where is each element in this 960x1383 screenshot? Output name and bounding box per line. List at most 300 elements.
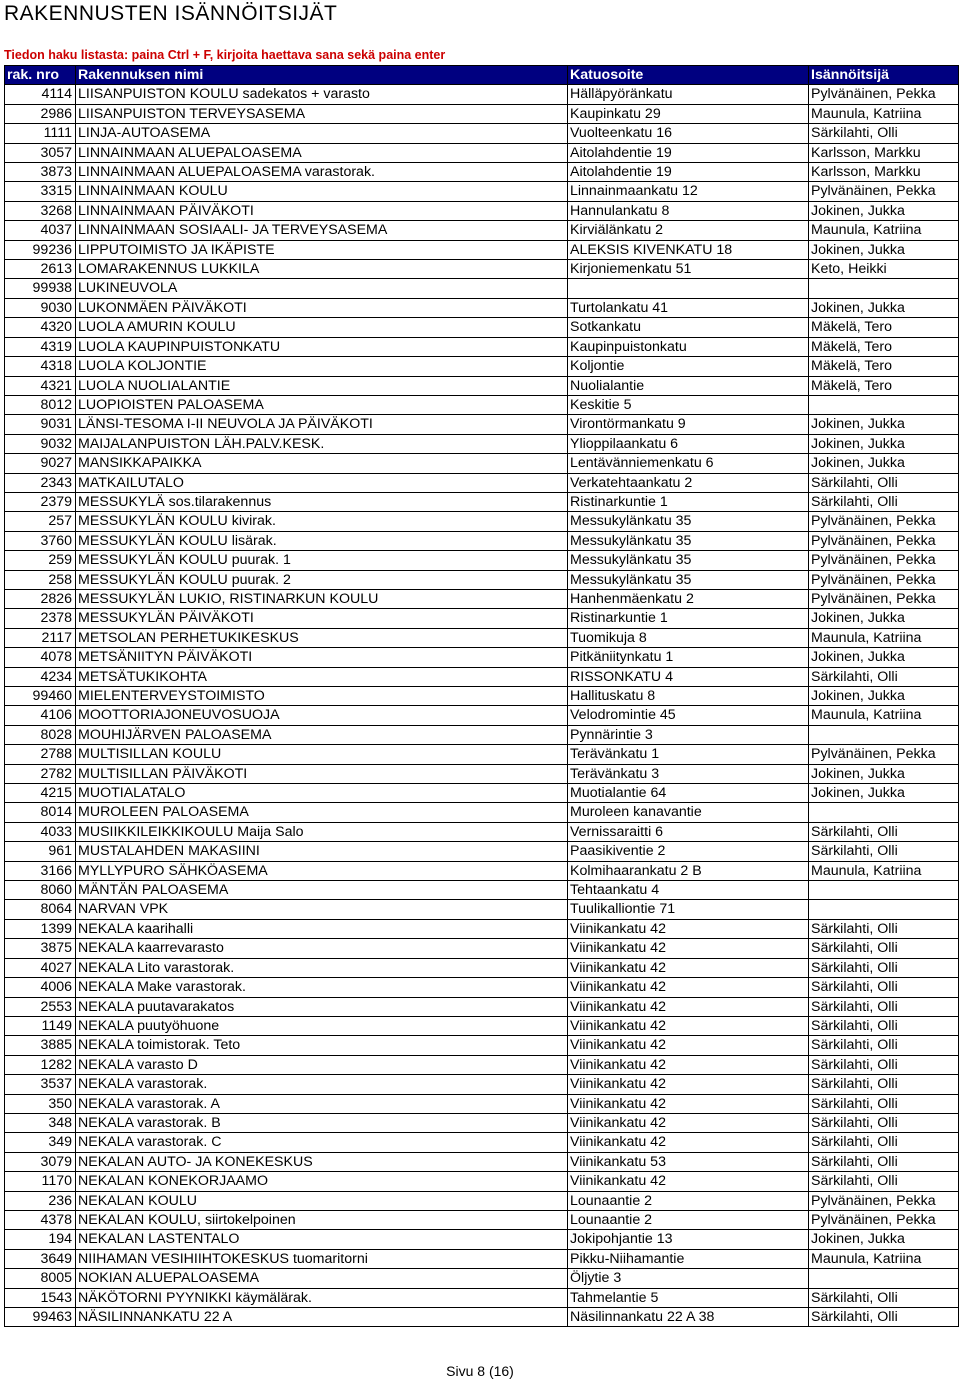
column-header-manager: Isännöitsijä: [809, 66, 959, 85]
table-row: [5, 454, 959, 473]
manager-cell: Mäkelä, Tero: [809, 318, 959, 337]
building-name-cell: MUSIIKKILEIKKIKOULU Maija Salo: [76, 822, 568, 841]
building-number-cell: 4006: [5, 978, 76, 997]
building-name-cell: NEKALA toimistorak. Teto: [76, 1036, 568, 1055]
building-name-cell: NÄKÖTORNI PYYNIKKI käymälärak.: [76, 1288, 568, 1307]
table-row: [5, 861, 959, 880]
building-number-cell: 99463: [5, 1308, 76, 1327]
table-row: [5, 628, 959, 647]
building-name-cell: NEKALAN KONEKORJAAMO: [76, 1172, 568, 1191]
building-name-cell: MAIJALANPUISTON LÄH.PALV.KESK.: [76, 434, 568, 453]
manager-cell: Särkilahti, Olli: [809, 1113, 959, 1132]
building-number-cell: 9031: [5, 415, 76, 434]
table-row: [5, 1230, 959, 1249]
building-number-cell: 4037: [5, 221, 76, 240]
manager-cell: Mäkelä, Tero: [809, 357, 959, 376]
street-address-cell: Viinikankatu 42: [568, 1075, 809, 1094]
building-name-cell: NEKALA varasto D: [76, 1055, 568, 1074]
street-address-cell: Viinikankatu 42: [568, 958, 809, 977]
street-address-cell: Sotkankatu: [568, 318, 809, 337]
table-row: [5, 1191, 959, 1210]
table-row: [5, 104, 959, 123]
building-number-cell: 4319: [5, 337, 76, 356]
building-number-cell: 350: [5, 1094, 76, 1113]
table-row: [5, 958, 959, 977]
table-row: [5, 803, 959, 822]
street-address-cell: Kirviälänkatu 2: [568, 221, 809, 240]
manager-cell: Särkilahti, Olli: [809, 1133, 959, 1152]
building-name-cell: MUROLEEN PALOASEMA: [76, 803, 568, 822]
table-row: [5, 745, 959, 764]
manager-cell: [809, 279, 959, 298]
building-number-cell: 2826: [5, 589, 76, 608]
manager-cell: Pylvänäinen, Pekka: [809, 182, 959, 201]
building-number-cell: 4033: [5, 822, 76, 841]
table-row: [5, 124, 959, 143]
table-row: [5, 1210, 959, 1229]
street-address-cell: Hannulankatu 8: [568, 201, 809, 220]
street-address-cell: Tuomikuja 8: [568, 628, 809, 647]
building-number-cell: 2613: [5, 260, 76, 279]
manager-cell: Särkilahti, Olli: [809, 1094, 959, 1113]
manager-cell: Särkilahti, Olli: [809, 939, 959, 958]
building-number-cell: 4378: [5, 1210, 76, 1229]
table-row: [5, 1152, 959, 1171]
table-row: [5, 298, 959, 317]
street-address-cell: Koljontie: [568, 357, 809, 376]
street-address-cell: Verkatehtaankatu 2: [568, 473, 809, 492]
street-address-cell: Turtolankatu 41: [568, 298, 809, 317]
column-header-building-number: rak. nro: [5, 66, 76, 85]
table-row: [5, 260, 959, 279]
manager-cell: Mäkelä, Tero: [809, 376, 959, 395]
building-number-cell: 3873: [5, 163, 76, 182]
document-title: RAKENNUSTEN ISÄNNÖITSIJÄT: [4, 2, 338, 25]
table-row: [5, 492, 959, 511]
building-name-cell: LUOLA KOLJONTIE: [76, 357, 568, 376]
street-address-cell: Muotialantie 64: [568, 784, 809, 803]
street-address-cell: Tuulikalliontie 71: [568, 900, 809, 919]
street-address-cell: Viinikankatu 42: [568, 1133, 809, 1152]
building-name-cell: LINJA-AUTOASEMA: [76, 124, 568, 143]
manager-cell: Pylvänäinen, Pekka: [809, 551, 959, 570]
manager-cell: [809, 395, 959, 414]
page-number: Sivu 8 (16): [446, 1363, 514, 1379]
building-number-cell: 8028: [5, 725, 76, 744]
building-number-cell: 3649: [5, 1249, 76, 1268]
building-number-cell: 4027: [5, 958, 76, 977]
table-row: [5, 706, 959, 725]
building-number-cell: 2986: [5, 104, 76, 123]
building-number-cell: 257: [5, 512, 76, 531]
building-number-cell: 8064: [5, 900, 76, 919]
building-name-cell: NÄSILINNANKATU 22 A: [76, 1308, 568, 1327]
building-name-cell: NEKALAN AUTO- JA KONEKESKUS: [76, 1152, 568, 1171]
table-row: [5, 842, 959, 861]
building-number-cell: 9032: [5, 434, 76, 453]
street-address-cell: Hallituskatu 8: [568, 687, 809, 706]
manager-cell: [809, 725, 959, 744]
street-address-cell: Öljytie 3: [568, 1269, 809, 1288]
building-name-cell: MULTISILLAN PÄIVÄKOTI: [76, 764, 568, 783]
table-row: [5, 1055, 959, 1074]
building-number-cell: 3875: [5, 939, 76, 958]
street-address-cell: Ylioppilaankatu 6: [568, 434, 809, 453]
manager-cell: Jokinen, Jukka: [809, 298, 959, 317]
manager-cell: Jokinen, Jukka: [809, 434, 959, 453]
building-name-cell: MESSUKYLÄN KOULU lisärak.: [76, 531, 568, 550]
street-address-cell: Nuolialantie: [568, 376, 809, 395]
table-row: [5, 609, 959, 628]
manager-cell: Jokinen, Jukka: [809, 415, 959, 434]
building-name-cell: NEKALA Lito varastorak.: [76, 958, 568, 977]
buildings-table: [4, 65, 959, 1327]
column-header-building-name: Rakennuksen nimi: [76, 66, 568, 85]
street-address-cell: Messukylänkatu 35: [568, 531, 809, 550]
street-address-cell: Messukylänkatu 35: [568, 512, 809, 531]
building-number-cell: 2378: [5, 609, 76, 628]
building-number-cell: 9030: [5, 298, 76, 317]
building-name-cell: MESSUKYLÄN KOULU puurak. 1: [76, 551, 568, 570]
street-address-cell: Lounaantie 2: [568, 1210, 809, 1229]
building-number-cell: 2788: [5, 745, 76, 764]
building-number-cell: 4321: [5, 376, 76, 395]
table-row: [5, 687, 959, 706]
building-number-cell: 1543: [5, 1288, 76, 1307]
table-row: [5, 570, 959, 589]
table-row: [5, 85, 959, 104]
building-name-cell: METSÄTUKIKOHTA: [76, 667, 568, 686]
street-address-cell: Paasikiventie 2: [568, 842, 809, 861]
manager-cell: Särkilahti, Olli: [809, 958, 959, 977]
building-name-cell: NEKALAN KOULU: [76, 1191, 568, 1210]
table-row: [5, 551, 959, 570]
building-name-cell: NEKALA varastorak. C: [76, 1133, 568, 1152]
manager-cell: [809, 803, 959, 822]
table-row: [5, 434, 959, 453]
street-address-cell: Hanhenmäenkatu 2: [568, 589, 809, 608]
manager-cell: Särkilahti, Olli: [809, 919, 959, 938]
table-row: [5, 337, 959, 356]
building-number-cell: 2117: [5, 628, 76, 647]
street-address-cell: Kaupinkatu 29: [568, 104, 809, 123]
street-address-cell: Keskitie 5: [568, 395, 809, 414]
building-number-cell: 1170: [5, 1172, 76, 1191]
manager-cell: Keto, Heikki: [809, 260, 959, 279]
street-address-cell: Terävänkatu 1: [568, 745, 809, 764]
manager-cell: Jokinen, Jukka: [809, 240, 959, 259]
building-number-cell: 3760: [5, 531, 76, 550]
manager-cell: Särkilahti, Olli: [809, 667, 959, 686]
street-address-cell: Pikku-Niihamantie: [568, 1249, 809, 1268]
table-row: [5, 1288, 959, 1307]
building-name-cell: MUSTALAHDEN MAKASIINI: [76, 842, 568, 861]
manager-cell: Maunula, Katriina: [809, 706, 959, 725]
building-number-cell: 3057: [5, 143, 76, 162]
building-number-cell: 2379: [5, 492, 76, 511]
manager-cell: Jokinen, Jukka: [809, 764, 959, 783]
manager-cell: Pylvänäinen, Pekka: [809, 570, 959, 589]
manager-cell: Särkilahti, Olli: [809, 1288, 959, 1307]
manager-cell: Jokinen, Jukka: [809, 454, 959, 473]
building-number-cell: 4078: [5, 648, 76, 667]
table-row: [5, 667, 959, 686]
manager-cell: Jokinen, Jukka: [809, 1230, 959, 1249]
manager-cell: Särkilahti, Olli: [809, 124, 959, 143]
building-name-cell: MULTISILLAN KOULU: [76, 745, 568, 764]
search-hint: Tiedon haku listasta: paina Ctrl + F, kirjoita haettava sana sekä paina enter: [4, 48, 446, 62]
building-name-cell: LIISANPUISTON KOULU sadekatos + varasto: [76, 85, 568, 104]
table-row: [5, 221, 959, 240]
street-address-cell: Viinikankatu 42: [568, 1055, 809, 1074]
building-number-cell: 99938: [5, 279, 76, 298]
building-number-cell: 99236: [5, 240, 76, 259]
table-row: [5, 978, 959, 997]
street-address-cell: ALEKSIS KIVENKATU 18: [568, 240, 809, 259]
street-address-cell: Messukylänkatu 35: [568, 570, 809, 589]
table-row: [5, 1308, 959, 1327]
building-name-cell: METSOLAN PERHETUKIKESKUS: [76, 628, 568, 647]
manager-cell: Särkilahti, Olli: [809, 1016, 959, 1035]
building-name-cell: NEKALA varastorak. B: [76, 1113, 568, 1132]
building-name-cell: NEKALA Make varastorak.: [76, 978, 568, 997]
table-row: [5, 395, 959, 414]
manager-cell: Särkilahti, Olli: [809, 1036, 959, 1055]
table-row: [5, 1249, 959, 1268]
table-row: [5, 1094, 959, 1113]
street-address-cell: Muroleen kanavantie: [568, 803, 809, 822]
manager-cell: Särkilahti, Olli: [809, 978, 959, 997]
manager-cell: Maunula, Katriina: [809, 221, 959, 240]
building-name-cell: MOOTTORIAJONEUVOSUOJA: [76, 706, 568, 725]
building-name-cell: LUOLA AMURIN KOULU: [76, 318, 568, 337]
table-row: [5, 182, 959, 201]
building-name-cell: NEKALAN KOULU, siirtokelpoinen: [76, 1210, 568, 1229]
table-row: [5, 1036, 959, 1055]
manager-cell: Karlsson, Markku: [809, 163, 959, 182]
building-number-cell: 3268: [5, 201, 76, 220]
building-number-cell: 8060: [5, 881, 76, 900]
table-row: [5, 1113, 959, 1132]
building-name-cell: MYLLYPURO SÄHKÖASEMA: [76, 861, 568, 880]
table-row: [5, 512, 959, 531]
manager-cell: Särkilahti, Olli: [809, 822, 959, 841]
manager-cell: Särkilahti, Olli: [809, 1172, 959, 1191]
building-name-cell: MANSIKKAPAIKKA: [76, 454, 568, 473]
street-address-cell: Viinikankatu 42: [568, 978, 809, 997]
manager-cell: Maunula, Katriina: [809, 1249, 959, 1268]
street-address-cell: Ristinarkuntie 1: [568, 609, 809, 628]
building-number-cell: 4318: [5, 357, 76, 376]
building-name-cell: LUOLA NUOLIALANTIE: [76, 376, 568, 395]
manager-cell: Jokinen, Jukka: [809, 648, 959, 667]
building-number-cell: 4114: [5, 85, 76, 104]
building-number-cell: 259: [5, 551, 76, 570]
building-number-cell: 194: [5, 1230, 76, 1249]
building-name-cell: MESSUKYLÄN KOULU puurak. 2: [76, 570, 568, 589]
table-row: [5, 1075, 959, 1094]
building-number-cell: 8012: [5, 395, 76, 414]
street-address-cell: Lentävänniemenkatu 6: [568, 454, 809, 473]
street-address-cell: Viinikankatu 42: [568, 1172, 809, 1191]
table-row: [5, 1133, 959, 1152]
table-row: [5, 997, 959, 1016]
table-row: [5, 279, 959, 298]
manager-cell: Karlsson, Markku: [809, 143, 959, 162]
building-name-cell: NARVAN VPK: [76, 900, 568, 919]
building-number-cell: 3537: [5, 1075, 76, 1094]
street-address-cell: RISSONKATU 4: [568, 667, 809, 686]
manager-cell: [809, 881, 959, 900]
street-address-cell: Jokipohjantie 13: [568, 1230, 809, 1249]
building-name-cell: MESSUKYLÄN PÄIVÄKOTI: [76, 609, 568, 628]
manager-cell: Särkilahti, Olli: [809, 473, 959, 492]
building-name-cell: NEKALA puutavarakatos: [76, 997, 568, 1016]
street-address-cell: Terävänkatu 3: [568, 764, 809, 783]
building-number-cell: 3079: [5, 1152, 76, 1171]
street-address-cell: Kolmihaarankatu 2 B: [568, 861, 809, 880]
table-row: [5, 881, 959, 900]
street-address-cell: Vernissaraitti 6: [568, 822, 809, 841]
manager-cell: Jokinen, Jukka: [809, 687, 959, 706]
building-name-cell: MATKAILUTALO: [76, 473, 568, 492]
manager-cell: Jokinen, Jukka: [809, 784, 959, 803]
table-row: [5, 939, 959, 958]
street-address-cell: Viinikankatu 53: [568, 1152, 809, 1171]
manager-cell: Maunula, Katriina: [809, 628, 959, 647]
street-address-cell: Kaupinpuistonkatu: [568, 337, 809, 356]
street-address-cell: Lounaantie 2: [568, 1191, 809, 1210]
building-name-cell: NEKALA varastorak.: [76, 1075, 568, 1094]
manager-cell: Jokinen, Jukka: [809, 201, 959, 220]
building-number-cell: 349: [5, 1133, 76, 1152]
building-number-cell: 99460: [5, 687, 76, 706]
manager-cell: Särkilahti, Olli: [809, 842, 959, 861]
building-number-cell: 8014: [5, 803, 76, 822]
building-number-cell: 2782: [5, 764, 76, 783]
street-address-cell: Ristinarkuntie 1: [568, 492, 809, 511]
street-address-cell: Virontörmankatu 9: [568, 415, 809, 434]
building-name-cell: LINNAINMAAN KOULU: [76, 182, 568, 201]
table-row: [5, 822, 959, 841]
street-address-cell: Viinikankatu 42: [568, 1094, 809, 1113]
building-name-cell: LIPPUTOIMISTO JA IKÄPISTE: [76, 240, 568, 259]
table-row: [5, 589, 959, 608]
column-header-street-address: Katuosoite: [568, 66, 809, 85]
building-number-cell: 1282: [5, 1055, 76, 1074]
building-name-cell: METSÄNIITYN PÄIVÄKOTI: [76, 648, 568, 667]
manager-cell: Särkilahti, Olli: [809, 1075, 959, 1094]
manager-cell: Pylvänäinen, Pekka: [809, 745, 959, 764]
building-number-cell: 3315: [5, 182, 76, 201]
manager-cell: Mäkelä, Tero: [809, 337, 959, 356]
building-name-cell: LUOPIOISTEN PALOASEMA: [76, 395, 568, 414]
manager-cell: [809, 900, 959, 919]
manager-cell: Pylvänäinen, Pekka: [809, 85, 959, 104]
manager-cell: Jokinen, Jukka: [809, 609, 959, 628]
building-number-cell: 4234: [5, 667, 76, 686]
street-address-cell: Viinikankatu 42: [568, 939, 809, 958]
street-address-cell: Tahmelantie 5: [568, 1288, 809, 1307]
street-address-cell: Messukylänkatu 35: [568, 551, 809, 570]
manager-cell: [809, 1269, 959, 1288]
table-row: [5, 473, 959, 492]
street-address-cell: Pitkäniitynkatu 1: [568, 648, 809, 667]
manager-cell: Särkilahti, Olli: [809, 997, 959, 1016]
street-address-cell: Pynnärintie 3: [568, 725, 809, 744]
manager-cell: Särkilahti, Olli: [809, 1055, 959, 1074]
table-header-row: [5, 66, 959, 85]
manager-cell: Särkilahti, Olli: [809, 1308, 959, 1327]
table-row: [5, 143, 959, 162]
building-name-cell: MIELENTERVEYSTOIMISTO: [76, 687, 568, 706]
table-row: [5, 725, 959, 744]
manager-cell: Särkilahti, Olli: [809, 1152, 959, 1171]
table-row: [5, 900, 959, 919]
building-number-cell: 2553: [5, 997, 76, 1016]
building-name-cell: LINNAINMAAN ALUEPALOASEMA varastorak.: [76, 163, 568, 182]
manager-cell: Pylvänäinen, Pekka: [809, 531, 959, 550]
street-address-cell: Aitolahdentie 19: [568, 163, 809, 182]
building-number-cell: 258: [5, 570, 76, 589]
building-name-cell: NOKIAN ALUEPALOASEMA: [76, 1269, 568, 1288]
table-row: [5, 648, 959, 667]
building-name-cell: MOUHIJÄRVEN PALOASEMA: [76, 725, 568, 744]
building-name-cell: NEKALA kaarihalli: [76, 919, 568, 938]
building-number-cell: 1149: [5, 1016, 76, 1035]
building-name-cell: LUKINEUVOLA: [76, 279, 568, 298]
table-row: [5, 1269, 959, 1288]
table-row: [5, 201, 959, 220]
manager-cell: Pylvänäinen, Pekka: [809, 512, 959, 531]
building-number-cell: 961: [5, 842, 76, 861]
building-name-cell: MESSUKYLÄN KOULU kivirak.: [76, 512, 568, 531]
building-name-cell: LUKONMÄEN PÄIVÄKOTI: [76, 298, 568, 317]
table-row: [5, 357, 959, 376]
table-row: [5, 531, 959, 550]
street-address-cell: Tehtaankatu 4: [568, 881, 809, 900]
building-name-cell: LINNAINMAAN PÄIVÄKOTI: [76, 201, 568, 220]
building-name-cell: LÄNSI-TESOMA I-II NEUVOLA JA PÄIVÄKOTI: [76, 415, 568, 434]
building-number-cell: 4215: [5, 784, 76, 803]
building-name-cell: LINNAINMAAN ALUEPALOASEMA: [76, 143, 568, 162]
manager-cell: Maunula, Katriina: [809, 861, 959, 880]
street-address-cell: Linnainmaankatu 12: [568, 182, 809, 201]
table-row: [5, 1016, 959, 1035]
street-address-cell: Kirjoniemenkatu 51: [568, 260, 809, 279]
table-row: [5, 919, 959, 938]
table-row: [5, 163, 959, 182]
street-address-cell: Viinikankatu 42: [568, 919, 809, 938]
table-row: [5, 240, 959, 259]
street-address-cell: Vuolteenkatu 16: [568, 124, 809, 143]
building-name-cell: NEKALA varastorak. A: [76, 1094, 568, 1113]
building-number-cell: 1399: [5, 919, 76, 938]
table-row: [5, 764, 959, 783]
building-number-cell: 8005: [5, 1269, 76, 1288]
building-number-cell: 2343: [5, 473, 76, 492]
building-name-cell: MESSUKYLÄ sos.tilarakennus: [76, 492, 568, 511]
street-address-cell: [568, 279, 809, 298]
street-address-cell: Hälläpyöränkatu: [568, 85, 809, 104]
building-number-cell: 1111: [5, 124, 76, 143]
table-row: [5, 784, 959, 803]
building-name-cell: MÄNTÄN PALOASEMA: [76, 881, 568, 900]
street-address-cell: Velodromintie 45: [568, 706, 809, 725]
building-number-cell: 3885: [5, 1036, 76, 1055]
manager-cell: Särkilahti, Olli: [809, 492, 959, 511]
building-name-cell: LUOLA KAUPINPUISTONKATU: [76, 337, 568, 356]
